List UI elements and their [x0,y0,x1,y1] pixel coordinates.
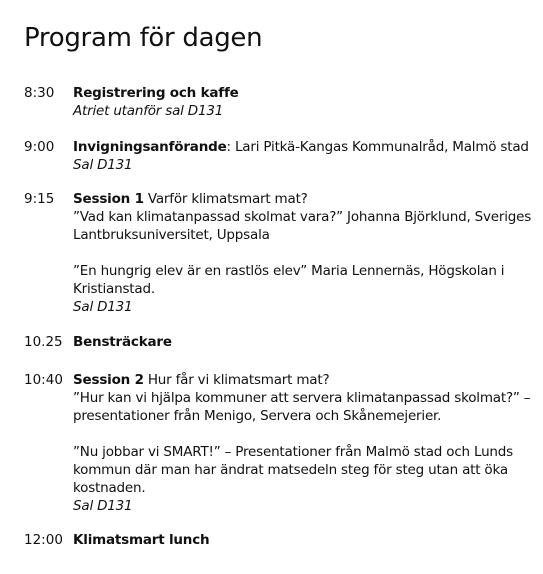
item-location: Sal D131 [73,299,133,315]
item-heading-detail: Hur får vi klimatsmart mat? [143,372,330,388]
talk-description: ”Nu jobbar vi SMART!” – Presentationer från Malmö stad och Lunds kommun där man har ändrat matsedeln steg för steg utan att öka kostnaden. [73,444,513,496]
talk-description: ”Vad kan klimatanpassad skolmat vara?” Johanna Björklund, Sveriges Lantbruksuniversitet, Uppsala [73,209,532,243]
item-heading: Session 2 [73,372,144,388]
item-time: 9:00 [24,139,55,155]
item-content [73,531,533,549]
page-title: Program för dagen [24,23,263,54]
item-time: 8:30 [24,85,55,101]
item-heading-detail: : Lari Pitkä-Kangas Kommunalråd, Malmö stad [226,139,529,155]
item-heading: Session 1 [73,191,144,207]
item-heading-detail: Varför klimatsmart mat? [143,191,308,207]
item-heading: Klimatsmart lunch [73,532,210,548]
item-location: Atriet utanför sal D131 [73,103,224,119]
item-location: Sal D131 [73,157,133,173]
item-content [73,333,533,351]
item-heading: Registrering och kaffe [73,85,239,101]
item-content [73,371,533,515]
talk-description: ”Hur kan vi hjälpa kommuner att servera klimatanpassad skolmat?” – presentationer från Menigo, Servera och Skånemejerier. [73,390,531,424]
item-heading: Invigningsanförande [73,139,227,155]
item-content [73,190,533,316]
item-time: 10.25 [24,334,63,350]
item-content [73,84,533,120]
item-time: 9:15 [24,191,55,207]
item-content [73,138,533,174]
item-time: 12:00 [24,532,63,548]
talk-description: ”En hungrig elev är en rastlös elev” Maria Lennernäs, Högskolan i Kristianstad. [73,263,505,297]
item-location: Sal D131 [73,498,133,514]
item-heading: Bensträckare [73,334,172,350]
item-time: 10:40 [24,372,63,388]
